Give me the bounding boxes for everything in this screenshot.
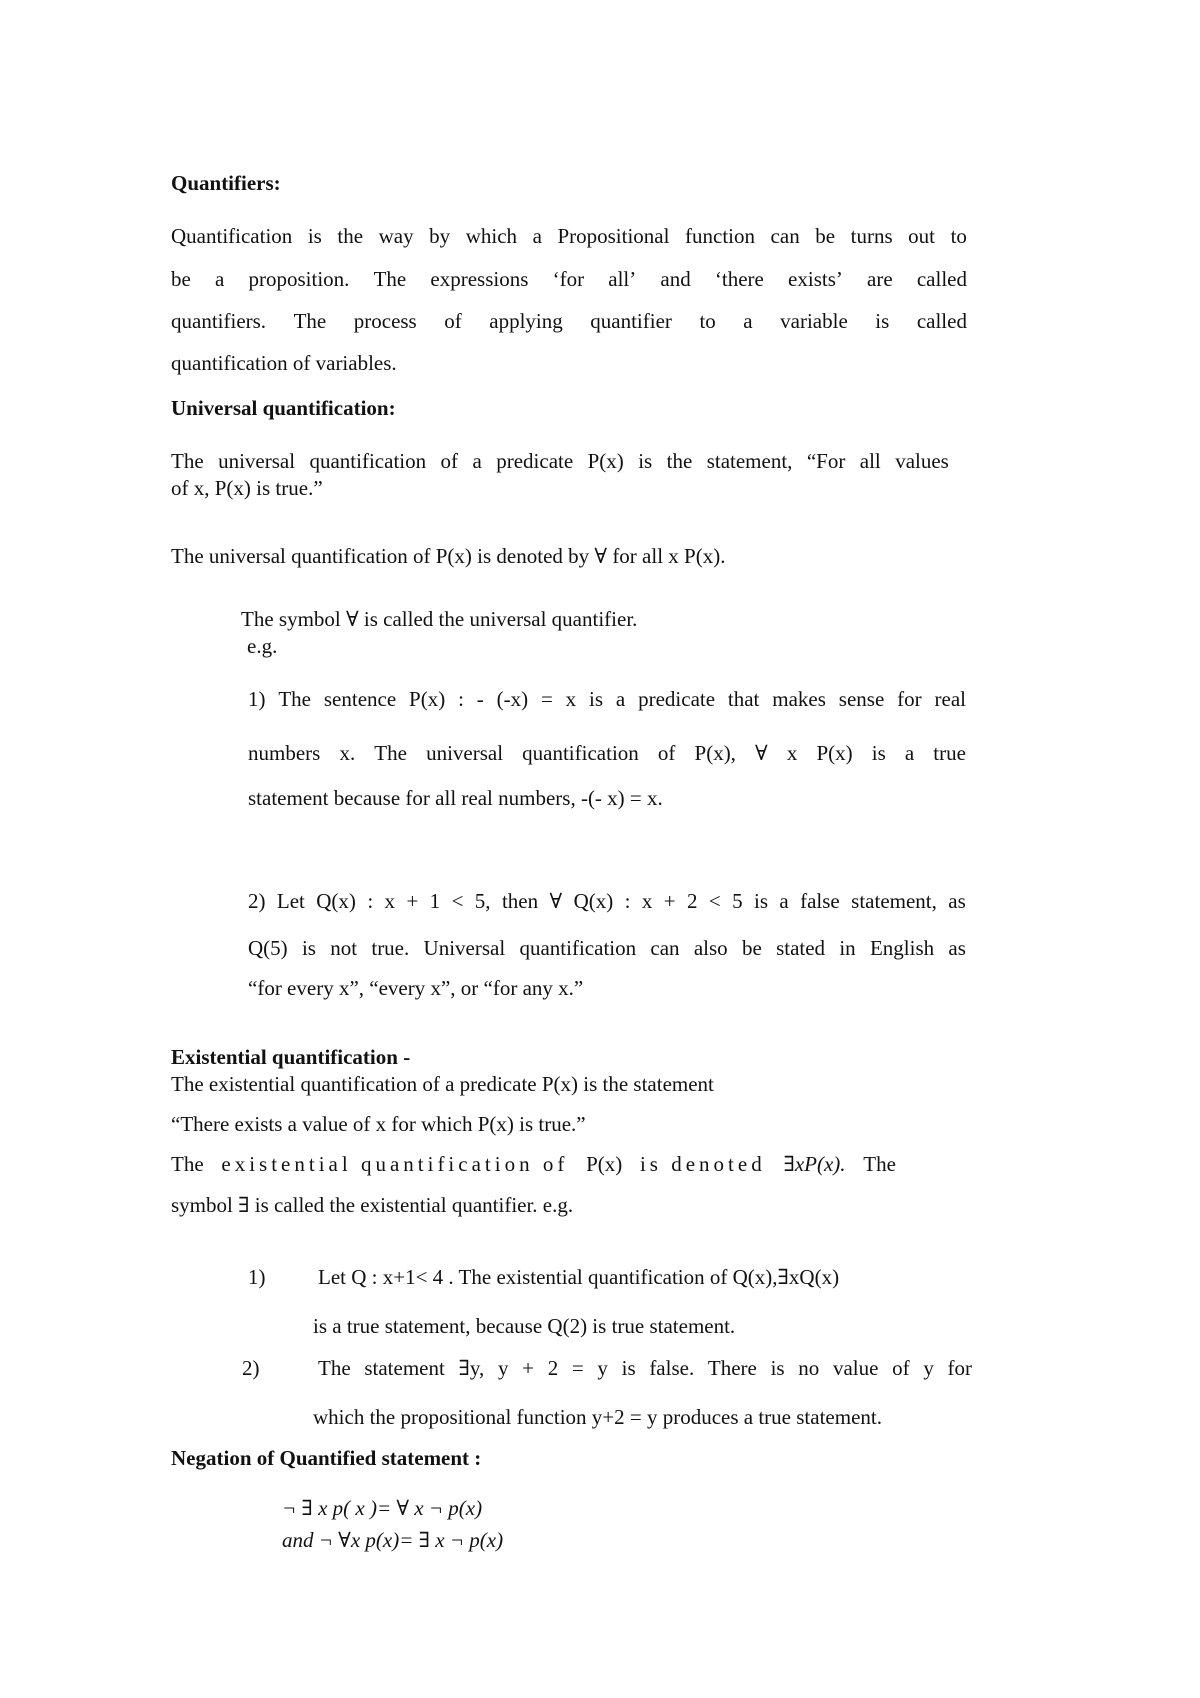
existential-example-1-line: Let Q : x+1< 4 . The existential quantification of Q(x),∃xQ(x)	[318, 1265, 840, 1289]
word: predicate	[638, 687, 716, 711]
denoted-phrase: is denoted	[639, 1152, 766, 1176]
word: be	[815, 224, 836, 248]
word: quantifiers.	[171, 309, 267, 333]
denoted-predicate: P(x)	[586, 1152, 623, 1176]
word: :	[624, 889, 631, 913]
word: Propositional	[557, 224, 670, 248]
word: is	[770, 1356, 785, 1380]
word: applying	[489, 309, 563, 333]
word: of	[440, 449, 459, 473]
word: a	[779, 889, 789, 913]
eg-label: e.g.	[247, 634, 278, 658]
existential-example-1-number: 1)	[248, 1265, 266, 1289]
word: The	[318, 1356, 351, 1380]
universal-example-2-line	[248, 936, 966, 961]
word: and	[660, 267, 691, 291]
negation-heading: Negation of Quantified statement :	[171, 1446, 482, 1470]
word: The	[373, 267, 407, 291]
universal-example-2-line: “for every x”, “every x”, or “for any x.”	[248, 976, 584, 1000]
word: Universal	[423, 936, 506, 960]
word: quantification	[309, 449, 427, 473]
word: false.	[649, 1356, 695, 1380]
word: P(x)	[816, 741, 853, 765]
word: universal	[426, 741, 504, 765]
word: statement,	[851, 889, 937, 913]
word: There	[707, 1356, 757, 1380]
word: English	[869, 936, 935, 960]
word: expressions	[430, 267, 529, 291]
word: be	[741, 936, 762, 960]
word: a	[743, 309, 753, 333]
word: are	[867, 267, 893, 291]
universal-example-1-line: statement because for all real numbers, -(- x) = x.	[248, 786, 663, 810]
word: 5	[732, 889, 743, 913]
word: values	[895, 449, 949, 473]
word: value	[832, 1356, 879, 1380]
word: 2	[547, 1356, 559, 1380]
universal-heading: Universal quantification:	[171, 396, 396, 420]
word: 1	[429, 889, 441, 913]
word: 5,	[474, 889, 491, 913]
word: P(x)	[409, 687, 446, 711]
word: then	[501, 889, 539, 913]
universal-definition-line: of x, P(x) is true.”	[171, 476, 323, 500]
word: stated	[776, 936, 826, 960]
denoted-phrase: existential quantification of	[221, 1152, 569, 1176]
word: is	[871, 741, 886, 765]
word: of	[892, 1356, 910, 1380]
word: predicate	[496, 449, 574, 473]
word: quantification	[519, 936, 637, 960]
universal-symbol-line: The symbol ∀ is called the universal quantifier.	[241, 607, 638, 631]
word: Q(x)	[573, 889, 614, 913]
word: the	[666, 449, 693, 473]
existential-symbol-line: symbol ∃ is called the existential quantifier. e.g.	[171, 1193, 574, 1217]
word: sense	[838, 687, 885, 711]
word: The	[171, 449, 204, 473]
word: of	[657, 741, 676, 765]
word: -	[476, 687, 484, 711]
word: is	[307, 224, 322, 248]
word: is	[638, 449, 653, 473]
universal-definition-line	[171, 449, 949, 474]
word: ‘for	[552, 267, 585, 291]
word: no	[798, 1356, 820, 1380]
word: for	[897, 687, 922, 711]
word: a	[615, 687, 626, 711]
word: +	[406, 889, 419, 913]
quantifiers-paragraph-line	[171, 309, 967, 334]
word: =	[540, 687, 553, 711]
existential-example-1-line: is a true statement, because Q(2) is true statement.	[313, 1314, 736, 1338]
word: (-x)	[496, 687, 529, 711]
word: of	[444, 309, 462, 333]
existential-definition-line: The existential quantification of a predicate P(x) is the statement	[171, 1072, 714, 1096]
word: can	[650, 936, 680, 960]
word: ‘there	[714, 267, 764, 291]
existential-example-2-line	[318, 1356, 972, 1381]
word: y	[597, 1356, 608, 1380]
word: function	[685, 224, 755, 248]
existential-example-2-number: 2)	[242, 1356, 260, 1380]
word: variable	[780, 309, 848, 333]
word: to	[699, 309, 716, 333]
word: proposition.	[248, 267, 350, 291]
word: quantification	[522, 741, 639, 765]
quantifiers-paragraph-line	[171, 224, 967, 249]
word: The	[278, 687, 312, 711]
word: process	[353, 309, 417, 333]
word: y	[923, 1356, 934, 1380]
negation-rule-1: ¬ ∃ x p( x )= ∀ x ¬ p(x)	[282, 1496, 483, 1520]
word: turns	[850, 224, 893, 248]
word: +	[663, 889, 676, 913]
word: Q(x)	[316, 889, 356, 913]
word: called	[916, 309, 967, 333]
universal-example-2-line	[248, 889, 966, 914]
existential-denoted-line	[171, 1152, 896, 1177]
word: is	[301, 936, 316, 960]
word: x	[565, 687, 577, 711]
word: Quantification	[171, 224, 293, 248]
word: true.	[371, 936, 410, 960]
word: P(x),	[694, 741, 736, 765]
word: quantifier	[590, 309, 672, 333]
quantifiers-paragraph-line	[171, 267, 967, 292]
word: as	[948, 936, 966, 960]
word: ∀	[549, 889, 563, 913]
word: is	[753, 889, 768, 913]
word: ∃y,	[458, 1356, 485, 1380]
existential-heading: Existential quantification -	[171, 1045, 411, 1069]
quantifiers-paragraph-line: quantification of variables.	[171, 351, 397, 375]
word: in	[839, 936, 856, 960]
word: The	[293, 309, 327, 333]
word: which	[465, 224, 518, 248]
word: true	[933, 741, 966, 765]
word: that	[727, 687, 760, 711]
word: by	[429, 224, 451, 248]
word: statement,	[706, 449, 793, 473]
word: “For	[806, 449, 846, 473]
word: P(x)	[587, 449, 624, 473]
word: <	[708, 889, 721, 913]
word: can	[770, 224, 800, 248]
word: 2)	[248, 889, 266, 913]
negation-rule-2: and ¬ ∀x p(x)= ∃ x ¬ p(x)	[282, 1528, 504, 1552]
word: x	[384, 889, 396, 913]
word: The	[374, 741, 407, 765]
word: 2	[686, 889, 698, 913]
universal-denoted-line: The universal quantification of P(x) is denoted by ∀ for all x P(x).	[171, 544, 726, 568]
word: x	[641, 889, 653, 913]
word: a	[472, 449, 482, 473]
word: is	[621, 1356, 636, 1380]
word: exists’	[788, 267, 843, 291]
word: also	[693, 936, 728, 960]
word: <	[451, 889, 464, 913]
word: 1)	[248, 687, 266, 711]
denoted-word: The	[171, 1152, 204, 1176]
word: false	[800, 889, 840, 913]
word: a	[215, 267, 225, 291]
existential-definition-line: “There exists a value of x for which P(x) is true.”	[171, 1112, 586, 1136]
word: =	[571, 1356, 584, 1380]
universal-example-1-line	[248, 687, 966, 712]
word: :	[458, 687, 464, 711]
word: is	[589, 687, 604, 711]
word: be	[171, 267, 191, 291]
word: the	[337, 224, 364, 248]
denoted-word: The	[863, 1152, 896, 1176]
word: real	[934, 687, 966, 711]
quantifiers-heading: Quantifiers:	[171, 171, 281, 195]
word: universal	[218, 449, 296, 473]
word: Let	[276, 889, 305, 913]
word: x.	[339, 741, 356, 765]
word: a	[532, 224, 542, 248]
word: for	[947, 1356, 972, 1380]
word: ∀	[755, 741, 768, 765]
word: all	[859, 449, 881, 473]
word: x	[786, 741, 798, 765]
word: numbers	[248, 741, 321, 765]
word: :	[367, 889, 374, 913]
word: out	[908, 224, 936, 248]
existential-example-2-line: which the propositional function y+2 = y produces a true statement.	[313, 1405, 882, 1429]
word: called	[916, 267, 967, 291]
word: all’	[608, 267, 637, 291]
exists-formula: ∃xP(x).	[783, 1152, 846, 1176]
word: is	[875, 309, 890, 333]
word: way	[378, 224, 414, 248]
word: makes	[772, 687, 826, 711]
word: y	[497, 1356, 509, 1380]
word: a	[904, 741, 915, 765]
universal-example-1-line	[248, 741, 966, 766]
word: as	[948, 889, 966, 913]
word: to	[950, 224, 967, 248]
word: statement	[364, 1356, 445, 1380]
word: sentence	[323, 687, 397, 711]
word: +	[522, 1356, 535, 1380]
word: Q(5)	[248, 936, 288, 960]
word: not	[330, 936, 358, 960]
